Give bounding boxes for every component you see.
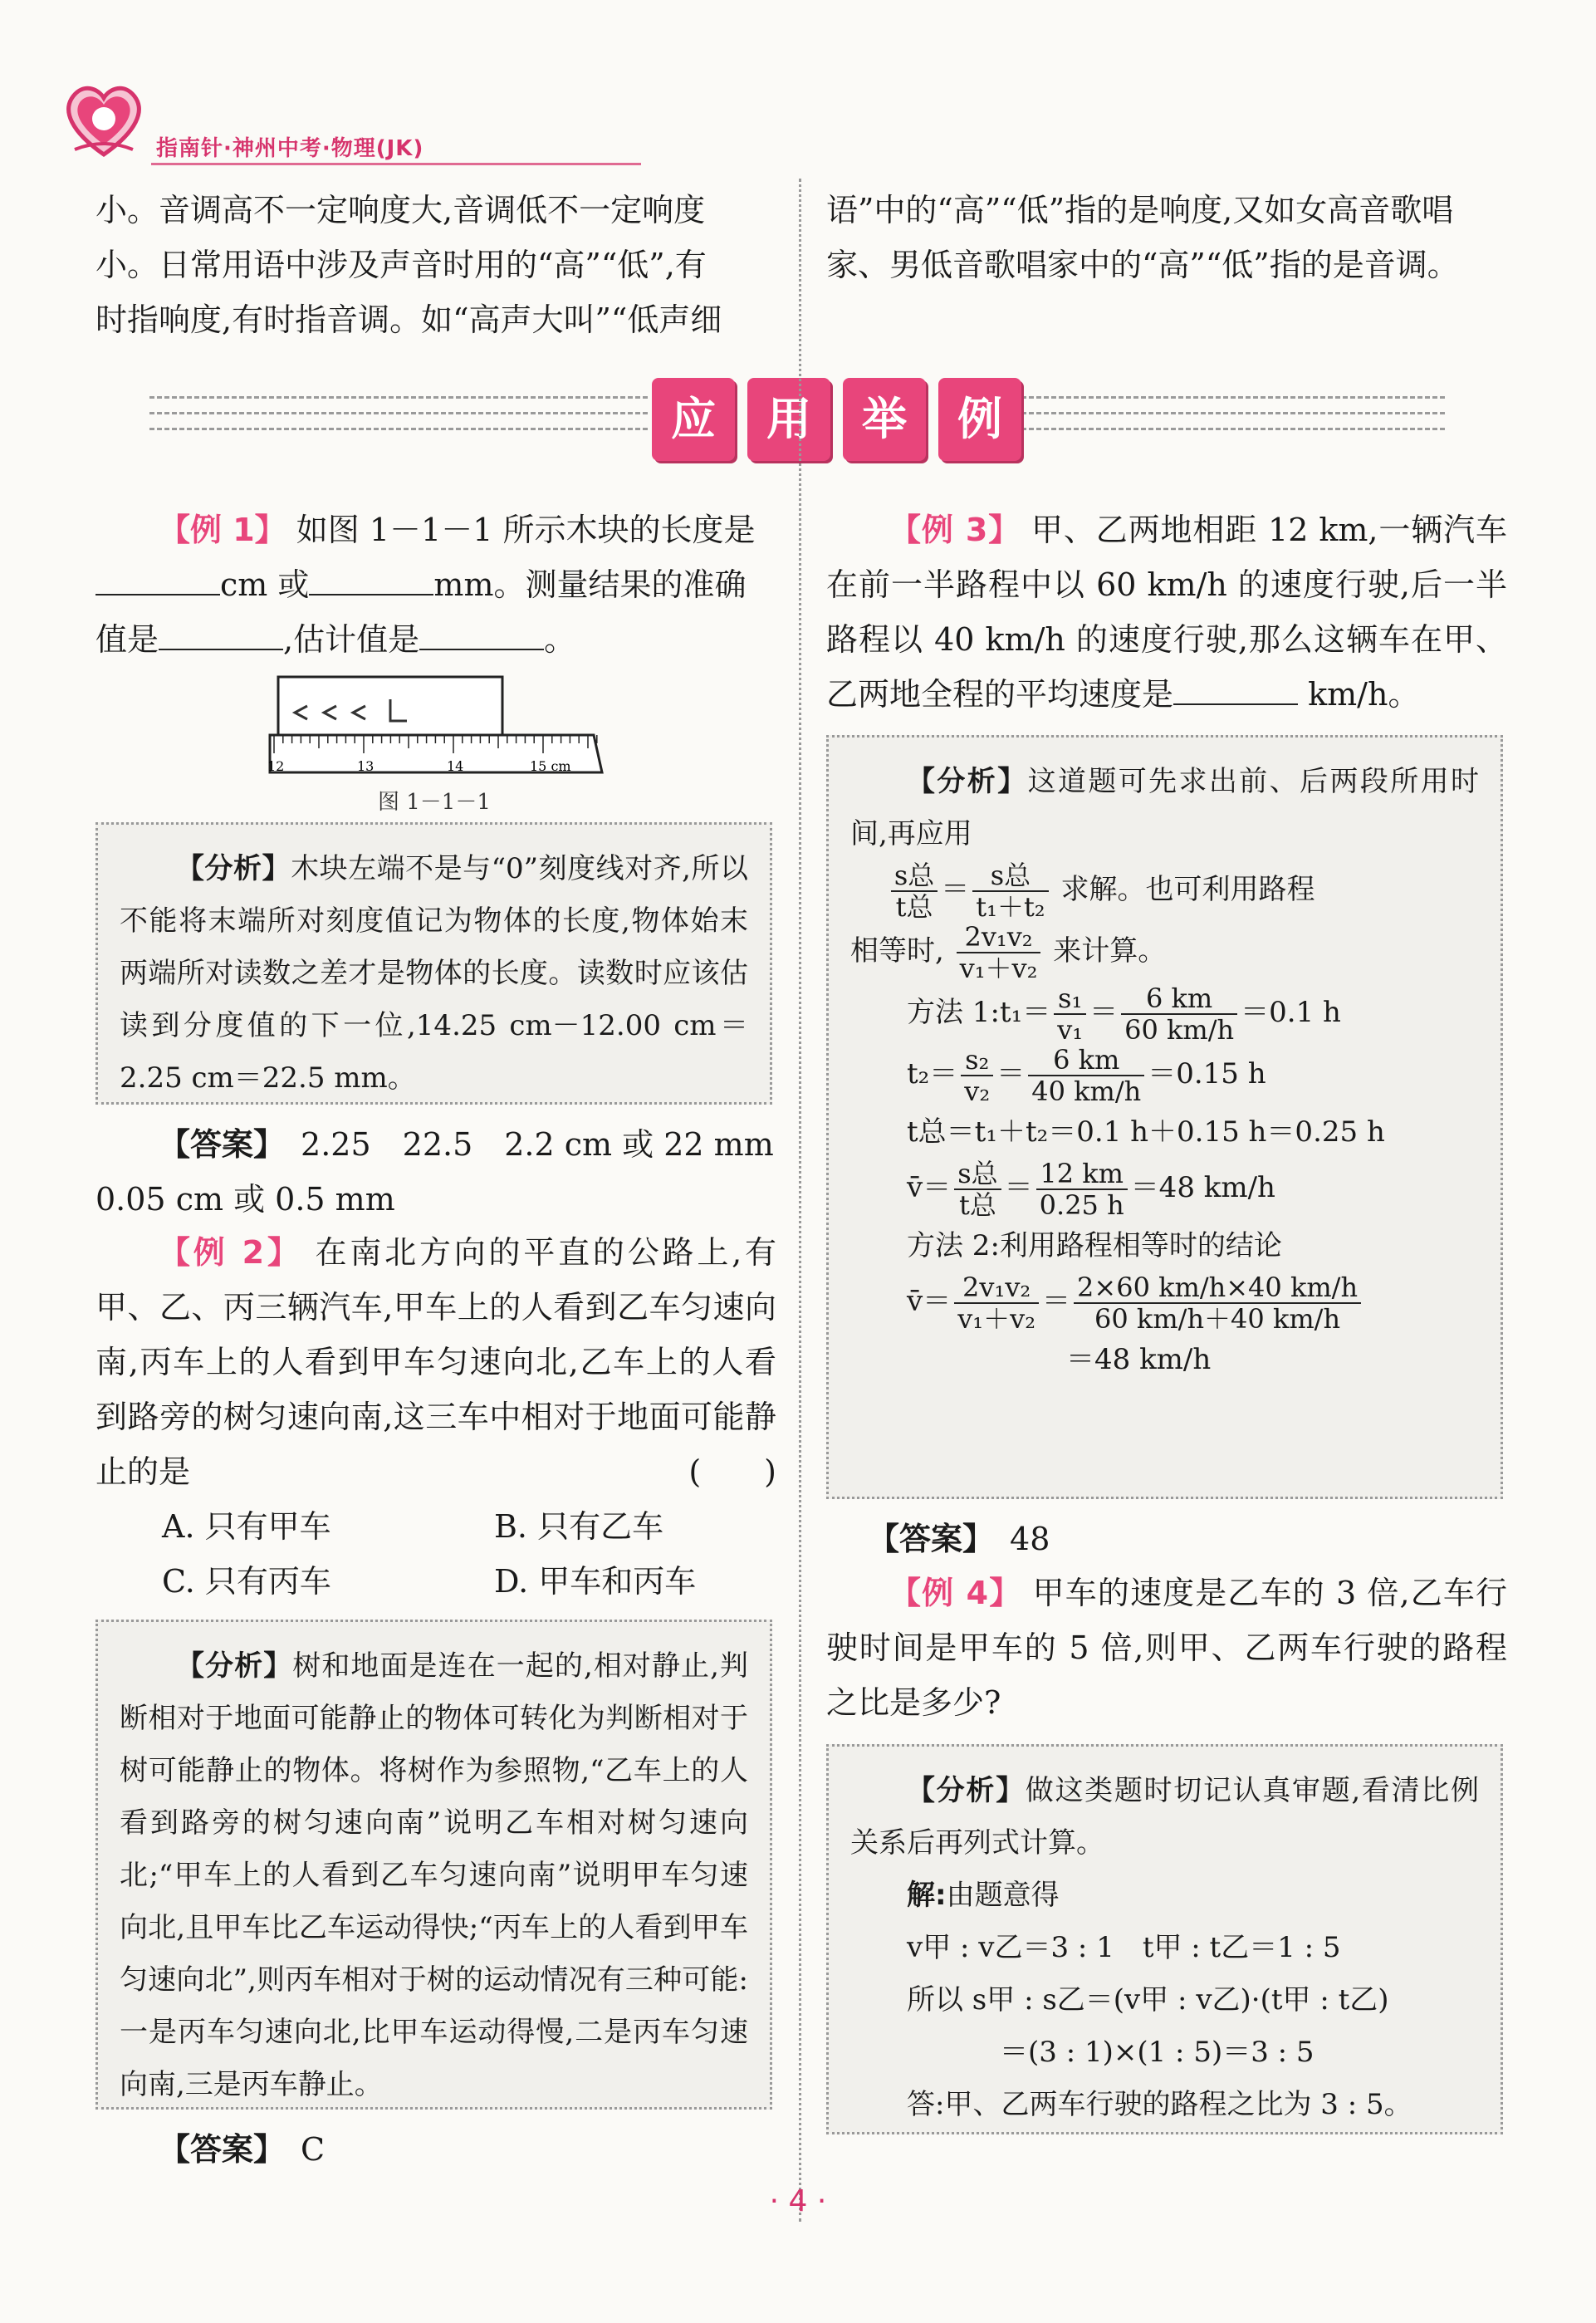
solution-label: 解: [907,1879,947,1912]
answer-text: 48 [1010,1521,1050,1557]
analysis-text: 树和地面是连在一起的,相对静止,判断相对于地面可能静止的物体可转化为判断相对于树可能静止的物体。将树作为参照物,“乙车上的人看到路旁的树匀速向南”说明乙车相对树匀速向北;“甲车上的人看到乙车匀速向南”说明甲车匀速向北,且甲车比乙车运动得快;“丙车上的人看到甲车匀速向北”,则丙车相对于树的运动情况有三种可能:一是丙车匀速向北,比甲车运动得慢,二是丙车匀速向南,三是丙车静止。 [120,1649,748,2101]
solution-text: 由题意得 [946,1879,1060,1912]
ruler-figure [266,673,606,781]
example-3-unit: km/h。 [1308,676,1420,713]
example-1-text: 如图 1－1－1 所示木块的长度是 [296,512,756,548]
figure-caption: 图 1－1－1 [378,790,491,815]
answer-tag: 【答案】 [159,1126,270,1163]
formula-text: t₂＝ [907,1057,958,1090]
formula-text: ＝48 km/h [1066,1343,1212,1376]
example-2-answer [95,2122,776,2177]
analysis-text: 做这类题时切记认真审题,看清比例关系后再列式计算。 [850,1774,1479,1860]
method-label: 方法 1: [907,996,1000,1029]
answer-blank [159,615,283,650]
example-3-text: 甲、乙两地相距 12 km,一辆汽车在前一半路程中以 60 km/h 的速度行驶,后一半路程以 40 km/h 的速度行驶,那么这辆车在甲、乙两地全程的平均速度是 [826,512,1507,713]
option-b: B. 只有乙车 [494,1508,664,1545]
formula-frac: $\frac{\text{s₁}}{\text{v₁}}$ [1054,983,1086,1045]
options [95,1499,776,1609]
ruler-tick-label: 14 [447,758,464,774]
banner-right-lines [947,396,1445,444]
example-1-text: 值是 [95,621,159,658]
page-number: · 4 · [769,2184,827,2218]
answer-tag: 【答案】 [159,2131,270,2168]
formula-text: ＝0.15 h [1148,1057,1266,1090]
answer-text: C [301,2131,326,2168]
example-1 [95,502,776,667]
answer-blank [419,615,544,650]
answer-blank [309,561,433,595]
solution-text: ＝(3 : 1)×(1 : 5)＝3 : 5 [1000,2036,1314,2069]
choice-paren: ( ) [688,1453,776,1490]
option-a: A. 只有甲车 [162,1508,331,1545]
formula-frac: $\frac{12 km}{0.25 h}$ [1036,1159,1128,1220]
analysis-text: 相等时, [850,934,944,968]
banner-left-lines [149,396,648,444]
answer-blank [1173,670,1298,705]
formula-frac: $\frac{\text{s₂}}{\text{v₂}}$ [961,1045,993,1106]
solution-text: v甲 : v乙＝3 : 1 t甲 : t乙＝1 : 5 [907,1931,1341,1964]
intro-left-line: 时指响度,有时指音调。如“高声大叫”“低声细 [95,301,722,338]
example-2-text: 在南北方向的平直的公路上,有甲、乙、丙三辆汽车,甲车上的人看到乙车匀速向南,丙车上的人看到甲车匀速向北,乙车上的人看到路旁的树匀速向南,这三车中相对于地面可能静止的是 [95,1234,776,1490]
example-4 [826,1566,1507,1730]
example-1-text: cm 或 [220,566,310,603]
ruler-tick-label: 12 [267,758,285,774]
answer-tag: 【答案】 [868,1521,979,1557]
ruler-tick-label: 15 cm [530,758,571,774]
publisher-logo-icon [58,73,149,164]
header-title: 指南针·神州中考·物理(JK) [156,136,424,161]
example-4-text: 甲车的速度是乙车的 3 倍,乙车行驶时间是甲车的 5 倍,则甲、乙两车行驶的路程之比是多少? [826,1575,1507,1721]
formula-frac: $\frac{6 km}{40 km/h}$ [1028,1045,1144,1106]
example-1-answer [95,1117,776,1227]
analysis-tag: 【分析】 [176,852,291,885]
ruler-tick-label: 13 [357,758,375,774]
intro-left-line: 小。日常用语中涉及声音时用的“高”“低”,有 [95,247,707,283]
example-1-tag: 【例 1】 [159,512,286,548]
column-divider [799,179,801,2222]
intro-right-line: 语”中的“高”“低”指的是响度,又如女高音歌唱 [826,192,1454,228]
example-1-analysis [95,822,772,1105]
intro-right-line: 家、男低音歌唱家中的“高”“低”指的是音调。 [826,247,1459,283]
analysis-text: 求解。也可利用路程 [1060,873,1315,906]
section-banner [149,378,1445,473]
analysis-tag: 【分析】 [176,1649,293,1683]
formula-text: t总＝t₁＋t₂＝0.1 h＋0.15 h＝0.25 h [907,1115,1385,1149]
option-d: D. 甲车和丙车 [494,1563,697,1600]
example-1-text: ,估计值是 [283,621,420,658]
avg-speed-formula: $\frac{\text{s总}}{\text{t总}}$ [891,860,938,922]
formula-text: t₁＝ [999,996,1051,1029]
header-rule [151,163,641,165]
page-header [58,58,606,174]
formula-frac: $\frac{\text{2v₁v₂}}{\text{v₁＋v₂}}$ [954,1272,1039,1334]
example-4-tag: 【例 4】 [889,1575,1022,1611]
formula-frac: $\frac{6 km}{60 km/h}$ [1121,983,1237,1045]
formula-text: ＝0.1 h [1241,996,1341,1029]
example-2-analysis [95,1620,772,2110]
avg-speed-formula: $\frac{\text{s总}}{\text{t₁＋t₂}}$ [972,860,1048,922]
example-2 [95,1225,776,1609]
analysis-text: 这道题可先求出前、后两段所用时间,再应用 [850,765,1480,850]
answer-text: 0.05 cm 或 0.5 mm [95,1181,395,1218]
intro-left [95,183,776,347]
formula-text: ＝48 km/h [1130,1171,1275,1204]
example-1-text: 。 [544,621,576,658]
example-1-text: mm。测量结果的准确 [433,566,747,603]
formula-frac: $\frac{2\times 60 km/h\times 40 km/h}{60 km/h+40 km/h}$ [1074,1272,1361,1334]
example-3-analysis: 【分析】这道题可先求出前、后两段所用时间,再应用 $\frac{\text{s总}}{\text{t总}}$ ＝ $\frac{\text{s总}}{\text{t₁＋t₂}}$ 求解。也可利用路程 相等时, $\frac{\text{2v₁v₂}}{\text{v₁＋v₂}}$ 来计算。 方法 1:t₁＝ $\frac{\text{s₁}}{\text{v₁}}$ ＝ $\frac{6 km}{60 km/h}$ ＝0.1 h t₂＝ $\frac{\text{s₂}}{\text{v₂}}$ ＝ $\frac{6 km}{40 km/h}$ ＝0.15 h t总＝t₁＋t₂＝0.1 h＋0.15 h＝0.25 h v̄＝ $\frac{\text{s总}}{\text{t总}}$ ＝ $\frac{12 km}{0.25 h}$ ＝48 km/h 方法 2:利用路程相等时的结论 v̄＝ $\frac{\text{2v₁v₂}}{\text{v₁＋v₂}}$ ＝ $\frac{2\times 60 km/h\times 40 km/h}{60 km/h+40 km/h}$ ＝48 km/h [826,735,1503,1499]
analysis-text: 来计算。 [1053,934,1167,968]
example-3 [826,502,1507,722]
method-label: 方法 2:利用路程相等时的结论 [907,1229,1282,1262]
banner-char: 用 [747,378,830,461]
option-c: C. 只有丙车 [162,1563,331,1600]
banner-char: 例 [938,378,1021,461]
banner-char: 应 [652,378,735,461]
banner-char: 举 [843,378,926,461]
intro-left-line: 小。音调高不一定响度大,音调低不一定响度 [95,192,706,228]
answer-text: 2.25 22.5 2.2 cm 或 22 mm [301,1126,774,1163]
example-2-tag: 【例 2】 [159,1234,302,1271]
equal-distance-formula: $\frac{\text{2v₁v₂}}{\text{v₁＋v₂}}$ [957,922,1041,983]
analysis-text: 木块左端不是与“0”刻度线对齐,所以不能将末端所对刻度值记为物体的长度,物体始末两端所对读数之差才是物体的长度。读数时应该估读到分度值的下一位,14.25 cm－12.00 cm＝2.25 cm＝22.5 mm。 [120,852,748,1095]
analysis-tag: 【分析】 [907,765,1028,798]
formula-frac: $\frac{\text{s总}}{\text{t总}}$ [954,1159,1001,1220]
example-3-tag: 【例 3】 [889,512,1021,548]
intro-right [826,183,1507,292]
solution-text: 答:甲、乙两车行驶的路程之比为 3 : 5。 [907,2088,1412,2121]
analysis-tag: 【分析】 [907,1774,1026,1807]
solution-text: 所以 s甲 : s乙＝(v甲 : v乙)·(t甲 : t乙) [907,1983,1389,2017]
example-4-analysis [826,1744,1503,2134]
example-3-answer [826,1512,1507,1566]
answer-blank [95,561,220,595]
